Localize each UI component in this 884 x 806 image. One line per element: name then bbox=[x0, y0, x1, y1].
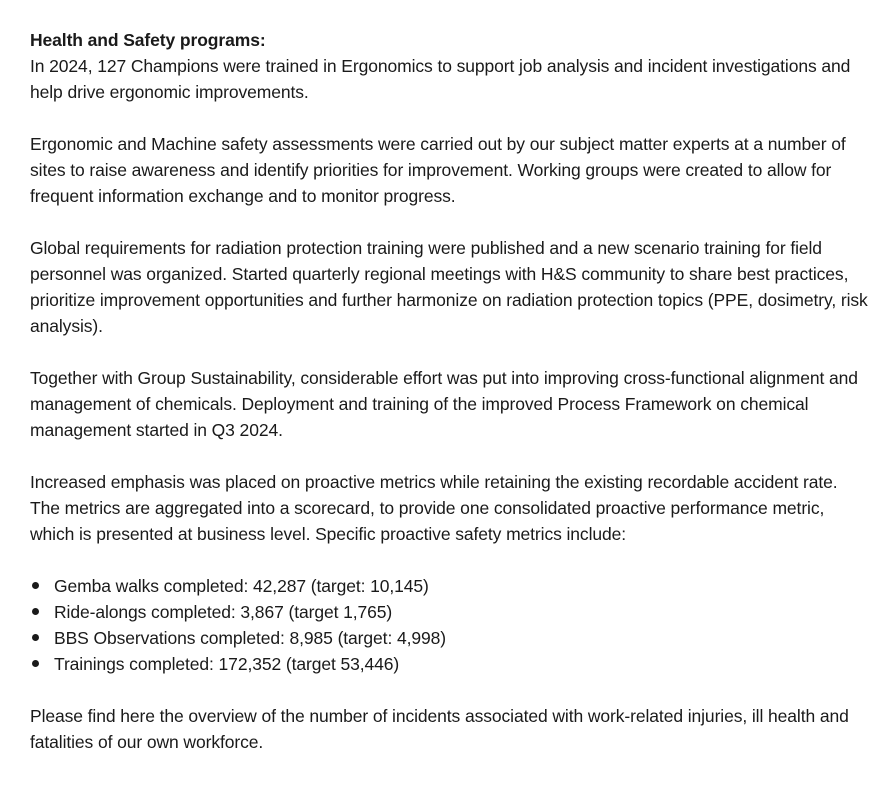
paragraph-radiation-protection: Global requirements for radiation protection training were published and a new scenario training for field personnel was organized. Started quarterly regional meetings with H&S community to share best practices, prioritize improvement opportunities and further harmonize on radiation protection topics (PPE, dosimetry, risk analysis). bbox=[30, 238, 868, 336]
paragraph-safety-assessments: Ergonomic and Machine safety assessments were carried out by our subject matter experts at a number of sites to raise awareness and identify priorities for improvement. Working groups were created to allow for frequent information exchange and to monitor progress. bbox=[30, 134, 846, 206]
bullet-icon bbox=[32, 582, 39, 589]
metric-trainings: Trainings completed: 172,352 (target 53,446) bbox=[54, 654, 400, 674]
list-item bbox=[30, 573, 870, 599]
paragraph-ergonomics-champions: In 2024, 127 Champions were trained in Ergonomics to support job analysis and incident investigations and help drive ergonomic improvements. bbox=[30, 56, 851, 102]
metrics-list bbox=[30, 573, 870, 677]
metric-ride-alongs: Ride-alongs completed: 3,867 (target 1,765) bbox=[54, 602, 393, 622]
section-heading: Health and Safety programs: bbox=[30, 30, 266, 50]
list-item bbox=[30, 599, 870, 625]
metric-bbs-observations: BBS Observations completed: 8,985 (target: 4,998) bbox=[54, 628, 446, 648]
list-item bbox=[30, 625, 870, 651]
bullet-icon bbox=[32, 634, 39, 641]
paragraph-closing: Please find here the overview of the number of incidents associated with work-related injuries, ill health and fatalities of our own workforce. bbox=[30, 706, 849, 752]
paragraph-proactive-metrics: Increased emphasis was placed on proactive metrics while retaining the existing recordable accident rate. The metrics are aggregated into a scorecard, to provide one consolidated proactive performance metric, which is presented at business level. Specific proactive safety metrics include: bbox=[30, 472, 838, 544]
bullet-icon bbox=[32, 660, 39, 667]
list-item bbox=[30, 651, 870, 677]
metric-gemba-walks: Gemba walks completed: 42,287 (target: 10,145) bbox=[54, 576, 429, 596]
document-body bbox=[30, 27, 870, 781]
bullet-icon bbox=[32, 608, 39, 615]
paragraph-chemical-management: Together with Group Sustainability, considerable effort was put into improving cross-functional alignment and management of chemicals. Deployment and training of the improved Process Framework on chemical management started in Q3 2024. bbox=[30, 368, 858, 440]
